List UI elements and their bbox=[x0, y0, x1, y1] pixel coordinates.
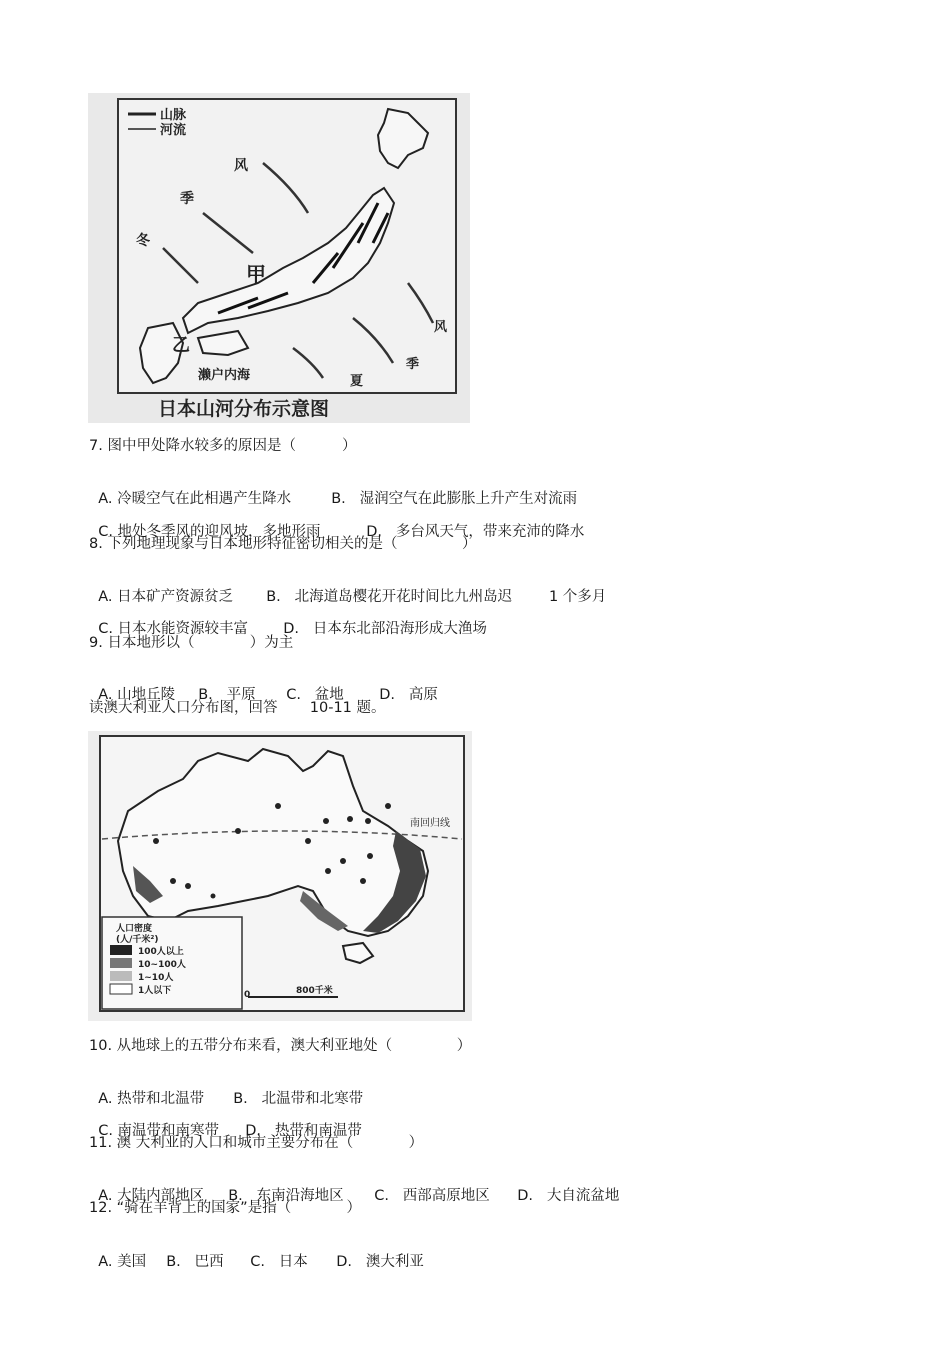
option-b[interactable]: B. 东南沿海地区 bbox=[228, 1188, 344, 1204]
option-c[interactable]: C. 盆地 bbox=[286, 687, 344, 703]
option-a[interactable]: A. 山地丘陵 bbox=[98, 687, 176, 703]
option-c[interactable]: C. 日本 bbox=[250, 1254, 308, 1270]
map-caption: 日本山河分布示意图 bbox=[158, 398, 330, 420]
question-12-stem: 12. “骑在羊背上的国家”是指（ ） bbox=[89, 1200, 362, 1216]
legend-unit: (人/千米²) bbox=[116, 935, 159, 945]
question-8-stem: 8. 下列地理现象与日本地形特征密切相关的是（ ） bbox=[89, 536, 477, 552]
label-jia: 甲 bbox=[246, 262, 266, 286]
tropic-label: 南回归线 bbox=[410, 818, 450, 829]
legend-swatch-high bbox=[110, 945, 132, 955]
option-c[interactable]: C. 地处冬季风的迎风坡，多地形雨 bbox=[98, 524, 321, 540]
option-d[interactable]: D. 澳大利亚 bbox=[336, 1254, 424, 1270]
legend-item-label: 1~10人 bbox=[138, 973, 174, 983]
winter-wind-char: 季 bbox=[180, 191, 194, 207]
legend-item-label: 100人以上 bbox=[138, 947, 184, 957]
option-a[interactable]: A. 热带和北温带 bbox=[98, 1091, 205, 1107]
question-7-stem: 7. 图中甲处降水较多的原因是（ ） bbox=[89, 438, 357, 454]
summer-wind-char: 风 bbox=[434, 320, 448, 335]
question-10-stem: 10. 从地球上的五带分布来看，澳大利亚地处（ ） bbox=[89, 1038, 472, 1054]
option-d[interactable]: D. 日本东北部沿海形成大渔场 bbox=[283, 621, 487, 637]
winter-wind-char: 冬 bbox=[136, 233, 150, 249]
legend-river-label: 河流 bbox=[160, 123, 187, 138]
option-c[interactable]: C. 日本水能资源较丰富 bbox=[98, 621, 249, 637]
label-seto-inland-sea: 濑户内海 bbox=[198, 368, 251, 383]
scale-zero: 0 bbox=[244, 990, 251, 1000]
option-a[interactable]: A. 大陆内部地区 bbox=[98, 1188, 205, 1204]
question-12-options bbox=[89, 1232, 424, 1272]
option-d[interactable]: D. 高原 bbox=[379, 687, 438, 703]
japan-map-figure bbox=[88, 93, 470, 423]
question-11-stem: 11. 澳 大利亚的人口和城市主要分布在（ ） bbox=[89, 1135, 424, 1151]
option-b[interactable]: B. 巴西 bbox=[166, 1254, 224, 1270]
australia-map-figure bbox=[88, 731, 472, 1021]
option-b[interactable]: B. 平原 bbox=[198, 687, 256, 703]
option-c[interactable]: C. 南温带和南寒带 bbox=[98, 1123, 220, 1139]
section-intro: 读澳大利亚人口分布图，回答 10-11 题。 bbox=[89, 700, 386, 716]
option-d[interactable]: D. 大自流盆地 bbox=[517, 1188, 620, 1204]
summer-wind-char: 季 bbox=[406, 357, 420, 372]
question-9-stem: 9. 日本地形以（ ）为主 bbox=[89, 635, 294, 651]
option-b[interactable]: B. 北海道岛樱花开花时间比九州岛迟 1 个多月 bbox=[266, 589, 607, 605]
legend-item-label: 10~100人 bbox=[138, 960, 186, 970]
option-d[interactable]: D. 多台风天气，带来充沛的降水 bbox=[366, 524, 585, 540]
winter-wind-char: 风 bbox=[234, 158, 248, 174]
summer-wind-char: 夏 bbox=[350, 374, 364, 389]
option-d[interactable]: D. 热带和南温带 bbox=[245, 1123, 362, 1139]
option-a[interactable]: A. 冷暖空气在此相遇产生降水 bbox=[98, 491, 292, 507]
legend-title: 人口密度 bbox=[116, 924, 153, 934]
legend-item-label: 1人以下 bbox=[138, 986, 172, 996]
legend-mountain-label: 山脉 bbox=[160, 108, 187, 123]
legend-swatch-low bbox=[110, 971, 132, 981]
label-yi: 乙 bbox=[172, 335, 190, 356]
scale-label: 800千米 bbox=[296, 986, 333, 996]
option-a[interactable]: A. 日本矿产资源贫乏 bbox=[98, 589, 234, 605]
option-b[interactable]: B. 湿润空气在此膨胀上升产生对流雨 bbox=[331, 491, 578, 507]
option-b[interactable]: B. 北温带和北寒带 bbox=[233, 1091, 364, 1107]
legend-swatch-verylow bbox=[110, 984, 132, 994]
option-c[interactable]: C. 西部高原地区 bbox=[374, 1188, 490, 1204]
legend-swatch-medium bbox=[110, 958, 132, 968]
option-a[interactable]: A. 美国 bbox=[98, 1254, 147, 1270]
